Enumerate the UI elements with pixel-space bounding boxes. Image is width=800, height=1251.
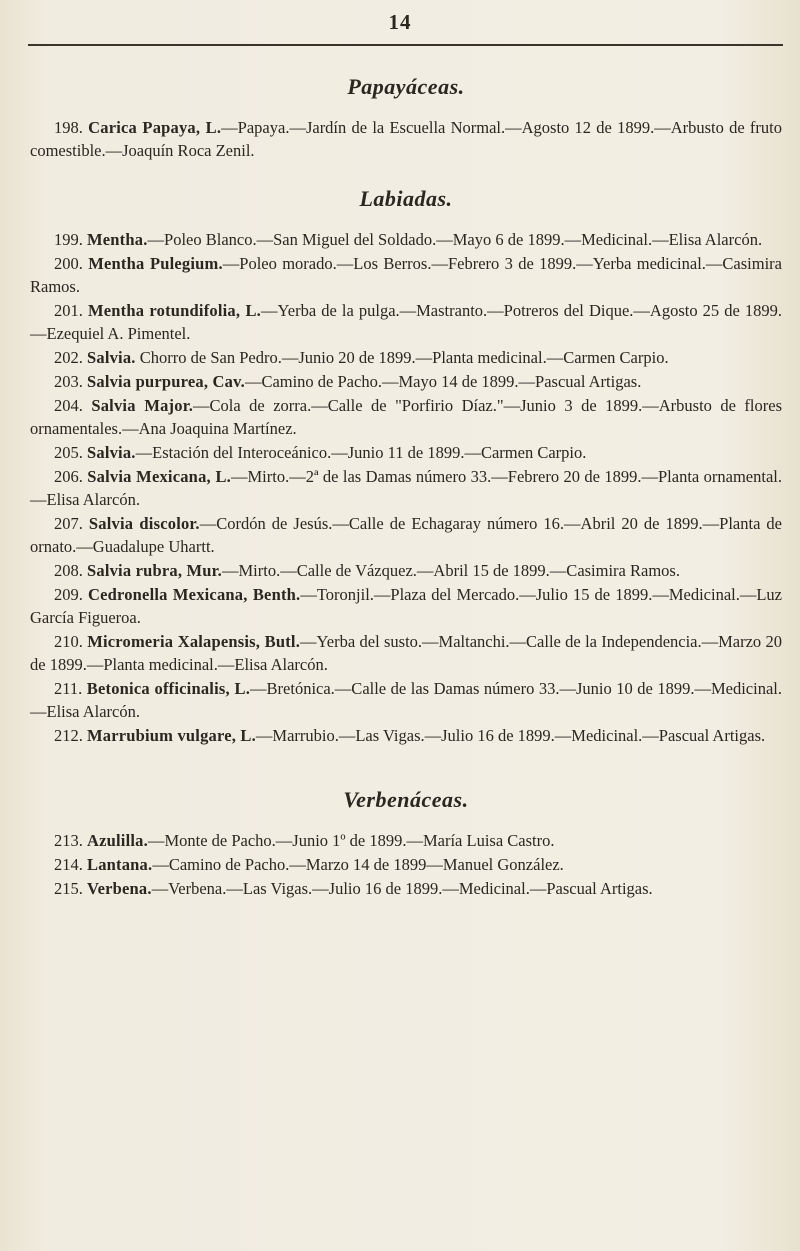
entry-214 <box>30 853 782 876</box>
entry-207 <box>30 512 782 558</box>
entry-text: —Poleo morado.—Los Berros.—Febrero 3 de 1899.—Yerba medicinal.—Casimira Ramos. <box>30 254 782 296</box>
entry-204 <box>30 394 782 440</box>
entry-number: 199. <box>54 230 83 249</box>
entry-text: —Marrubio.—Las Vigas.—Julio 16 de 1899.—Medicinal.—Pascual Artigas. <box>255 726 766 745</box>
scientific-name: Salvia. <box>87 348 136 367</box>
entry-text: —Toronjil.—Plaza del Mercado.—Julio 15 de 1899.—Medicinal.—Luz García Figueroa. <box>30 585 783 627</box>
entry-206 <box>30 465 782 511</box>
scientific-name: Salvia Major. <box>91 396 194 415</box>
entry-205 <box>30 441 782 464</box>
scientific-name: Salvia. <box>87 443 136 462</box>
scientific-name: Cedronella Mexicana, Benth. <box>87 585 301 604</box>
entry-text: —Verbena.—Las Vigas.—Julio 16 de 1899.—Medicinal.—Pascual Artigas. <box>151 879 653 898</box>
entry-number: 214. <box>54 855 83 874</box>
scientific-name: Salvia purpurea, Cav. <box>87 372 245 391</box>
entry-text: —Bretónica.—Calle de las Damas número 33.—Junio 10 de 1899.—Medicinal.—Elisa Alarcón. <box>30 679 783 721</box>
entry-208 <box>30 559 782 582</box>
entry-text: —Camino de Pacho.—Mayo 14 de 1899.—Pascual Artigas. <box>244 372 642 391</box>
scientific-name: Salvia rubra, Mur. <box>87 561 223 580</box>
entry-number: 205. <box>54 443 83 462</box>
entry-text: —Cordón de Jesús.—Calle de Echagaray número 16.—Abril 20 de 1899.—Planta de ornato.—Guadalupe Uhartt. <box>30 514 782 556</box>
entry-text: Chorro de San Pedro.—Junio 20 de 1899.—Planta medicinal.—Carmen Carpio. <box>139 348 669 367</box>
scientific-name: Mentha Pulegium. <box>88 254 223 273</box>
header-rule <box>28 44 783 46</box>
entry-text: —Mirto.—2ª de las Damas número 33.—Febrero 20 de 1899.—Planta ornamental.—Elisa Alarcón. <box>30 467 782 509</box>
entry-213 <box>30 829 782 852</box>
entry-number: 206. <box>54 467 83 486</box>
section-title: Verbenáceas. <box>343 787 469 812</box>
scientific-name: Salvia discolor. <box>88 514 200 533</box>
entry-number: 208. <box>54 561 83 580</box>
entry-number: 209. <box>54 585 83 604</box>
entry-text: —Cola de zorra.—Calle de "Porfirio Díaz."—Junio 3 de 1899.—Arbusto de flores ornamentales.—Ana Joaquina Martínez. <box>30 396 782 438</box>
entry-text: —Yerba de la pulga.—Mastranto.—Potreros del Dique.—Agosto 25 de 1899.—Ezequiel A. Pimentel. <box>30 301 782 343</box>
entry-number: 210. <box>54 632 83 651</box>
section-labiadas <box>30 186 782 747</box>
entry-210 <box>30 630 782 676</box>
entry-212 <box>30 724 782 747</box>
entry-211 <box>30 677 782 723</box>
entry-number: 202. <box>54 348 83 367</box>
entry-text: —Poleo Blanco.—San Miguel del Soldado.—Mayo 6 de 1899.—Medicinal.—Elisa Alarcón. <box>147 230 763 249</box>
entry-text: —Estación del Interoceánico.—Junio 11 de 1899.—Carmen Carpio. <box>135 443 587 462</box>
entry-209 <box>30 583 782 629</box>
entry-number: 200. <box>54 254 83 273</box>
entry-200 <box>30 252 782 298</box>
page-content <box>30 74 782 901</box>
entry-198 <box>30 116 782 162</box>
scientific-name: Verbena. <box>87 879 152 898</box>
scientific-name: Lantana. <box>87 855 153 874</box>
entry-203 <box>30 370 782 393</box>
entry-201 <box>30 299 782 345</box>
entry-number: 207. <box>54 514 83 533</box>
entry-text: —Yerba del susto.—Maltanchi.—Calle de la Independencia.—Marzo 20 de 1899.—Planta medicinal.—Elisa Alarcón. <box>30 632 782 674</box>
section-papayaceas <box>30 74 782 162</box>
entry-215 <box>30 877 782 900</box>
entry-number: 211. <box>54 679 83 698</box>
scientific-name: Mentha. <box>87 230 148 249</box>
entry-number: 203. <box>54 372 83 391</box>
entry-number: 198. <box>54 118 83 137</box>
entry-text: —Mirto.—Calle de Vázquez.—Abril 15 de 1899.—Casimira Ramos. <box>222 561 680 580</box>
section-verbenaceas <box>30 787 782 900</box>
scientific-name: Carica Papaya, L. <box>88 118 222 137</box>
section-title: Papayáceas. <box>347 74 465 99</box>
entry-text: —Camino de Pacho.—Marzo 14 de 1899—Manuel González. <box>152 855 564 874</box>
scientific-name: Marrubium vulgare, L. <box>87 726 256 745</box>
scientific-name: Micromeria Xalapensis, Butl. <box>87 632 301 651</box>
entry-text: —Papaya.—Jardín de la Escuella Normal.—Agosto 12 de 1899.—Arbusto de fruto comestible.—Joaquín Roca Zenil. <box>30 118 783 160</box>
entry-number: 204. <box>54 396 83 415</box>
entry-202 <box>30 346 782 369</box>
scientific-name: Betonica officinalis, L. <box>86 679 251 698</box>
section-title: Labiadas. <box>359 186 453 211</box>
scientific-name: Salvia Mexicana, L. <box>87 467 231 486</box>
scientific-name: Mentha rotundifolia, L. <box>87 301 261 320</box>
entry-number: 215. <box>54 879 83 898</box>
entry-number: 212. <box>54 726 83 745</box>
entry-text: —Monte de Pacho.—Junio 1º de 1899.—María Luisa Castro. <box>147 831 555 850</box>
entry-number: 201. <box>54 301 83 320</box>
entry-number: 213. <box>54 831 83 850</box>
scientific-name: Azulilla. <box>87 831 148 850</box>
entry-199 <box>30 228 782 251</box>
page-number: 14 <box>388 10 412 34</box>
